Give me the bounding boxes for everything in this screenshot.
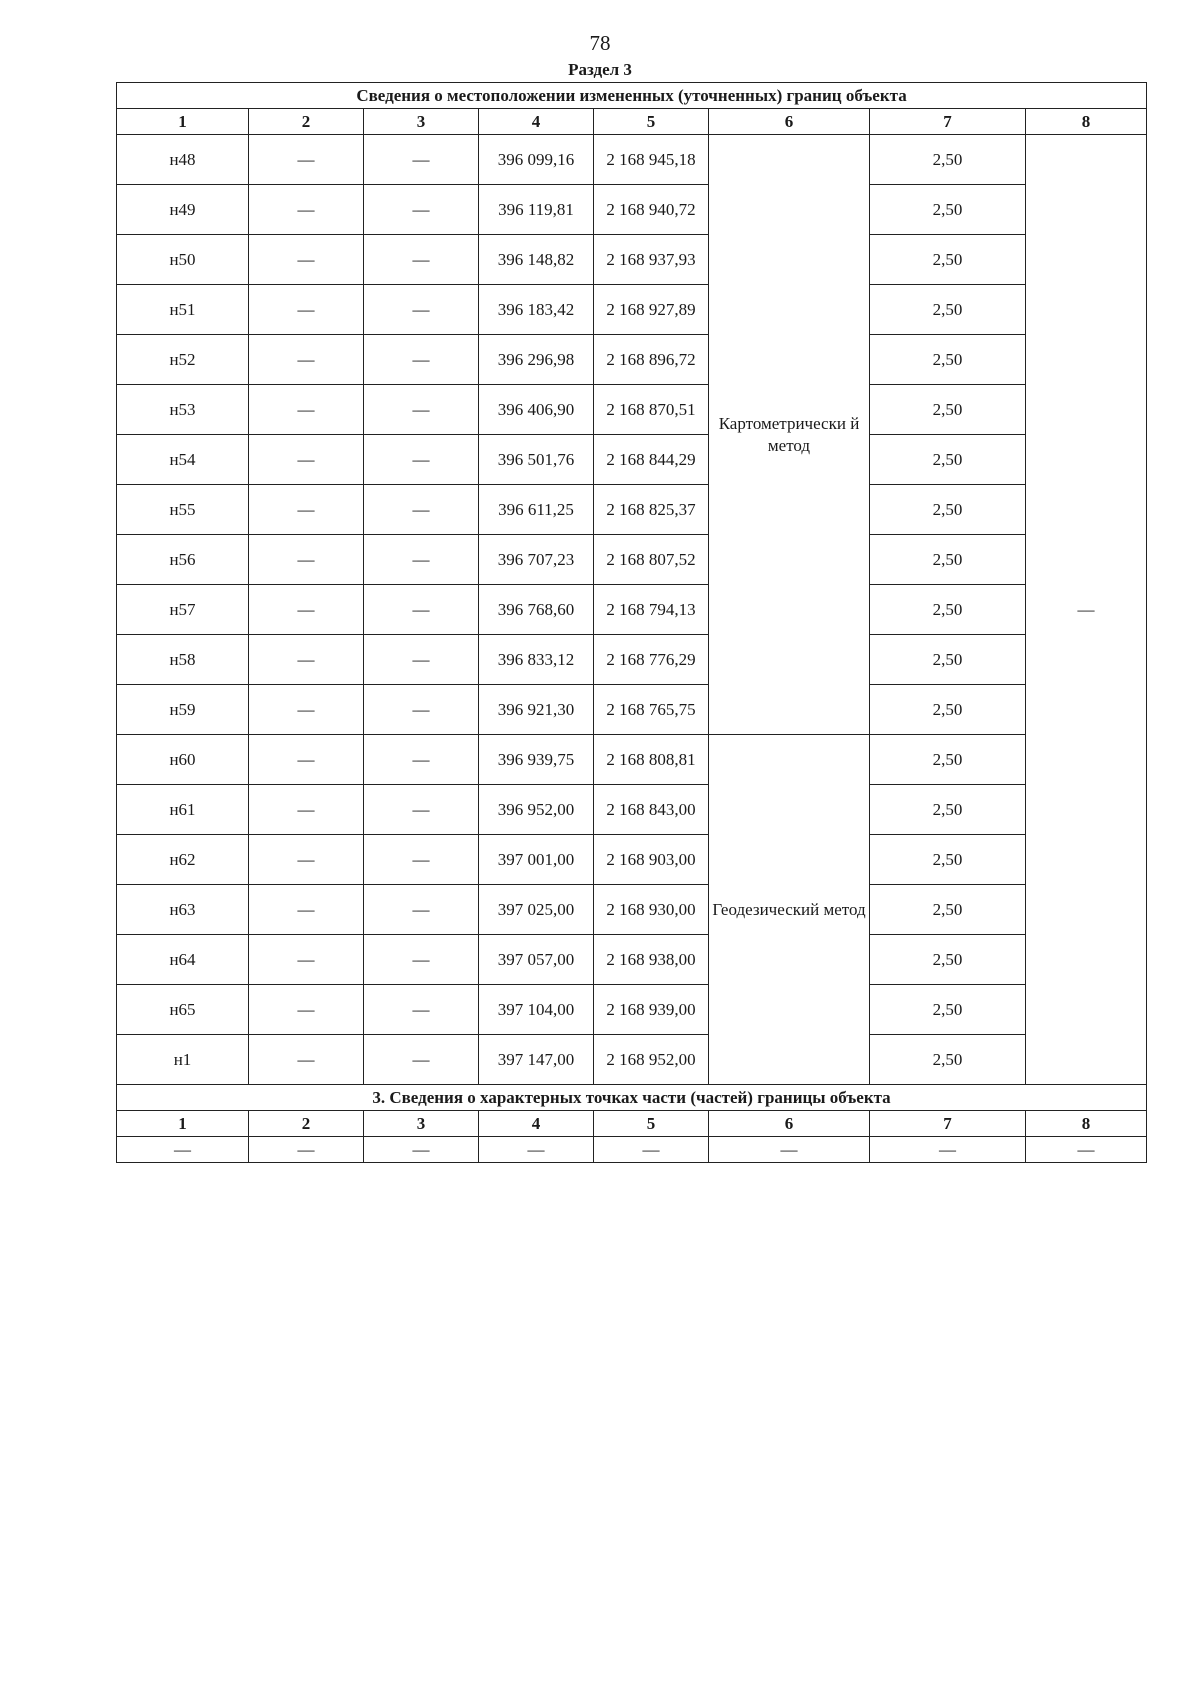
cell-dash: — [364,885,479,935]
table-row [117,435,1147,485]
coordinate-y: 2 168 870,51 [594,385,709,435]
coordinate-x: 396 921,30 [479,685,594,735]
accuracy: 2,50 [870,385,1026,435]
coordinate-x: 396 707,23 [479,535,594,585]
cell-dash: — [249,435,364,485]
coordinate-y: 2 168 939,00 [594,985,709,1035]
point-name: н48 [117,135,249,185]
coordinate-y: 2 168 940,72 [594,185,709,235]
cell-dash: — [249,1035,364,1085]
coordinate-x: 396 406,90 [479,385,594,435]
accuracy: 2,50 [870,485,1026,535]
coordinate-x: 396 768,60 [479,585,594,635]
column-number: 7 [870,109,1026,135]
point-name: н51 [117,285,249,335]
point-name: н56 [117,535,249,585]
table-row [117,885,1147,935]
table-row [117,835,1147,885]
table-row [117,1035,1147,1085]
cell-dash: — [249,685,364,735]
coordinate-x: 396 099,16 [479,135,594,185]
cell-dash: — [364,585,479,635]
accuracy: 2,50 [870,835,1026,885]
section3-cell: — [594,1137,709,1163]
point-name: н62 [117,835,249,885]
point-name: н49 [117,185,249,235]
cell-dash: — [364,285,479,335]
point-name: н57 [117,585,249,635]
cell-dash: — [364,435,479,485]
table-row [117,685,1147,735]
accuracy: 2,50 [870,335,1026,385]
point-name: н55 [117,485,249,535]
cell-dash: — [249,585,364,635]
cell-dash: — [249,185,364,235]
cell-dash: — [249,935,364,985]
coordinate-y: 2 168 952,00 [594,1035,709,1085]
point-name: н58 [117,635,249,685]
accuracy: 2,50 [870,985,1026,1035]
section3-column-number: 8 [1026,1111,1147,1137]
accuracy: 2,50 [870,785,1026,835]
coordinate-y: 2 168 938,00 [594,935,709,985]
cell-dash: — [364,335,479,385]
method-cartometric: Картометрически й метод [709,135,870,735]
section3-column-number: 2 [249,1111,364,1137]
accuracy: 2,50 [870,235,1026,285]
coordinate-x: 396 833,12 [479,635,594,685]
cell-dash: — [249,135,364,185]
point-name: н63 [117,885,249,935]
table-row [117,585,1147,635]
cell-dash: — [364,935,479,985]
coordinate-x: 396 296,98 [479,335,594,385]
cell-dash: — [249,535,364,585]
coordinate-x: 396 119,81 [479,185,594,235]
section3-cell: — [117,1137,249,1163]
point-name: н61 [117,785,249,835]
point-name: н59 [117,685,249,735]
cell-dash: — [364,835,479,885]
accuracy: 2,50 [870,735,1026,785]
cell-dash: — [364,185,479,235]
column-number: 3 [364,109,479,135]
column-8-value: — [1026,135,1147,1085]
section3-column-number: 1 [117,1111,249,1137]
cell-dash: — [364,685,479,735]
cell-dash: — [364,535,479,585]
accuracy: 2,50 [870,935,1026,985]
coordinate-x: 396 611,25 [479,485,594,535]
cell-dash: — [364,635,479,685]
column-number: 1 [117,109,249,135]
accuracy: 2,50 [870,885,1026,935]
coordinate-x: 396 148,82 [479,235,594,285]
section3-cell: — [479,1137,594,1163]
section3-column-number: 6 [709,1111,870,1137]
table-row [117,985,1147,1035]
cell-dash: — [364,235,479,285]
cell-dash: — [364,135,479,185]
coordinate-y: 2 168 794,13 [594,585,709,635]
accuracy: 2,50 [870,135,1026,185]
table-caption: Сведения о местоположении измененных (уточненных) границ объекта [117,83,1147,109]
table-row [117,635,1147,685]
page-number: 78 [589,31,611,55]
point-name: н50 [117,235,249,285]
cell-dash: — [249,385,364,435]
point-name: н52 [117,335,249,385]
coordinate-y: 2 168 945,18 [594,135,709,185]
cell-dash: — [249,235,364,285]
section3-cell: — [364,1137,479,1163]
accuracy: 2,50 [870,685,1026,735]
coordinate-x: 396 939,75 [479,735,594,785]
cell-dash: — [364,1035,479,1085]
coordinate-x: 396 501,76 [479,435,594,485]
cell-dash: — [249,485,364,535]
coordinate-y: 2 168 896,72 [594,335,709,385]
table-row [117,785,1147,835]
table-row [117,285,1147,335]
accuracy: 2,50 [870,435,1026,485]
coordinate-y: 2 168 776,29 [594,635,709,685]
table-row [117,235,1147,285]
section3-column-number: 3 [364,1111,479,1137]
cell-dash: — [249,835,364,885]
accuracy: 2,50 [870,535,1026,585]
table-row [117,935,1147,985]
cell-dash: — [249,785,364,835]
section3-cell: — [249,1137,364,1163]
cell-dash: — [249,285,364,335]
cell-dash: — [249,885,364,935]
coordinate-x: 397 001,00 [479,835,594,885]
section3-cell: — [870,1137,1026,1163]
column-number: 8 [1026,109,1147,135]
section3-cell: — [1026,1137,1147,1163]
cell-dash: — [364,385,479,435]
coordinate-y: 2 168 927,89 [594,285,709,335]
column-number: 2 [249,109,364,135]
point-name: н60 [117,735,249,785]
coordinate-y: 2 168 903,00 [594,835,709,885]
cell-dash: — [364,485,479,535]
section-title: Раздел 3 [568,60,632,79]
coordinate-y: 2 168 765,75 [594,685,709,735]
section3-cell: — [709,1137,870,1163]
accuracy: 2,50 [870,285,1026,335]
accuracy: 2,50 [870,1035,1026,1085]
cell-dash: — [249,335,364,385]
table-row [117,335,1147,385]
table-row [117,185,1147,235]
point-name: н1 [117,1035,249,1085]
cell-dash: — [249,635,364,685]
accuracy: 2,50 [870,585,1026,635]
coordinate-x: 397 057,00 [479,935,594,985]
point-name: н64 [117,935,249,985]
point-name: н65 [117,985,249,1035]
point-name: н53 [117,385,249,435]
coordinate-x: 397 025,00 [479,885,594,935]
section3-caption: 3. Сведения о характерных точках части (частей) границы объекта [117,1085,1147,1111]
column-number: 4 [479,109,594,135]
column-number: 5 [594,109,709,135]
accuracy: 2,50 [870,635,1026,685]
table-row [117,735,1147,785]
coordinate-x: 397 147,00 [479,1035,594,1085]
section3-column-number: 7 [870,1111,1026,1137]
table-row [117,535,1147,585]
method-geodetic: Геодезический метод [709,735,870,1085]
table-row [117,485,1147,535]
accuracy: 2,50 [870,185,1026,235]
cell-dash: — [364,985,479,1035]
cell-dash: — [364,785,479,835]
point-name: н54 [117,435,249,485]
section3-column-number: 5 [594,1111,709,1137]
coordinate-y: 2 168 808,81 [594,735,709,785]
column-number: 6 [709,109,870,135]
section3-column-number: 4 [479,1111,594,1137]
coordinate-x: 396 183,42 [479,285,594,335]
table-row [117,135,1147,185]
coordinate-x: 397 104,00 [479,985,594,1035]
coordinate-y: 2 168 937,93 [594,235,709,285]
coordinate-y: 2 168 844,29 [594,435,709,485]
coordinate-y: 2 168 825,37 [594,485,709,535]
cell-dash: — [249,735,364,785]
cell-dash: — [249,985,364,1035]
coordinate-x: 396 952,00 [479,785,594,835]
cell-dash: — [364,735,479,785]
coordinate-y: 2 168 807,52 [594,535,709,585]
boundary-points-table [116,82,1147,1163]
coordinate-y: 2 168 930,00 [594,885,709,935]
coordinate-y: 2 168 843,00 [594,785,709,835]
table-row [117,385,1147,435]
